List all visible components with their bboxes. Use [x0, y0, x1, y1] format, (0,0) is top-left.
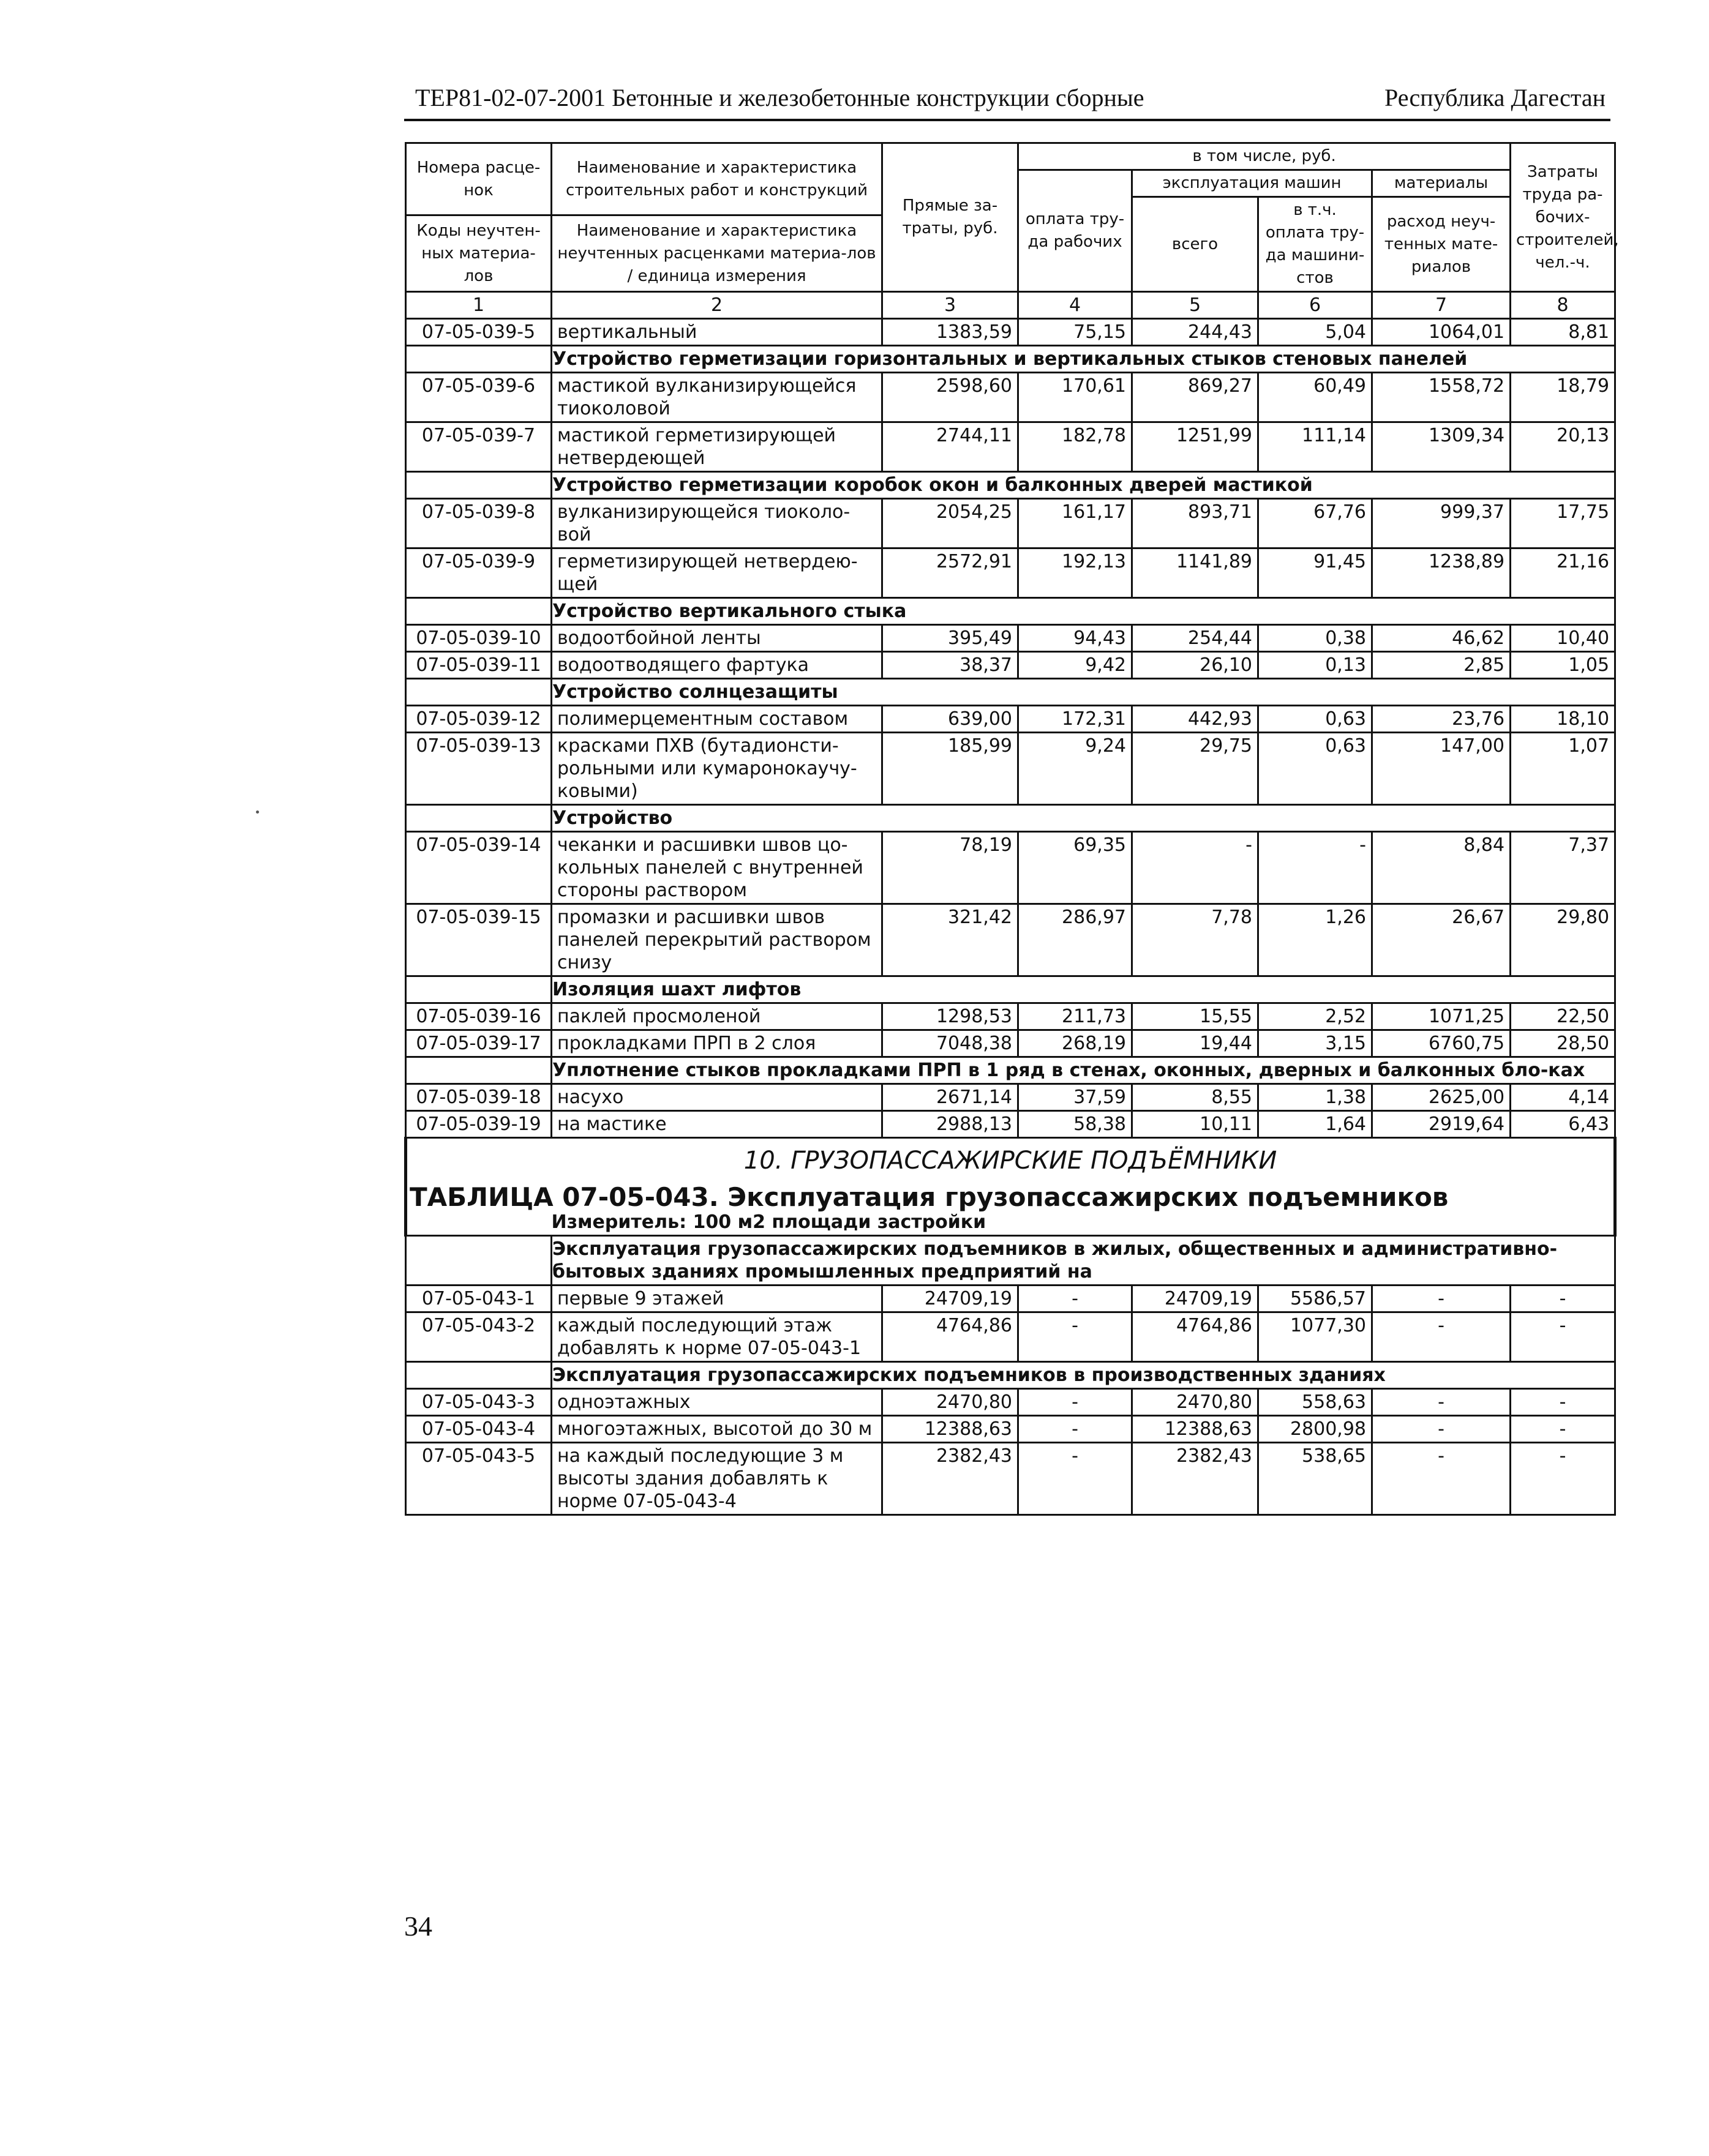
- labor-pay: 37,59: [1018, 1084, 1132, 1111]
- rate-code: 07-05-039-16: [406, 1003, 552, 1030]
- table-row: [406, 1286, 1615, 1312]
- machines-labor: 2800,98: [1258, 1416, 1372, 1443]
- direct-cost: 2671,14: [882, 1084, 1018, 1111]
- materials: -: [1372, 1312, 1511, 1362]
- section-spacer: [406, 976, 552, 1003]
- rate-name: многоэтажных, высотой до 30 м: [552, 1416, 882, 1443]
- machines-labor: 1077,30: [1258, 1312, 1372, 1362]
- machines-labor: 67,76: [1258, 499, 1372, 548]
- machines-labor: 3,15: [1258, 1030, 1372, 1057]
- labor-pay: 286,97: [1018, 904, 1132, 976]
- section-heading: Устройство вертикального стыка: [552, 598, 1615, 625]
- labor-hours: 22,50: [1511, 1003, 1615, 1030]
- table-row: [406, 1084, 1615, 1111]
- machines-labor: 111,14: [1258, 422, 1372, 472]
- materials: 1558,72: [1372, 373, 1511, 422]
- rate-code: 07-05-039-19: [406, 1111, 552, 1138]
- col-number: 4: [1018, 292, 1132, 319]
- labor-hours: 17,75: [1511, 499, 1615, 548]
- section-spacer: [406, 1057, 552, 1084]
- rate-name: каждый последующий этаж добавлять к норме 07-05-043-1: [552, 1312, 882, 1362]
- column-numbers-row: [406, 292, 1615, 319]
- machines-labor: 0,13: [1258, 652, 1372, 679]
- labor-pay: 172,31: [1018, 706, 1132, 733]
- labor-pay: 75,15: [1018, 319, 1132, 346]
- header-including: в том числе, руб.: [1018, 143, 1511, 170]
- table-title-row: [406, 1183, 1615, 1210]
- labor-pay: 9,24: [1018, 733, 1132, 805]
- machines-total: 244,43: [1132, 319, 1258, 346]
- labor-hours: 18,79: [1511, 373, 1615, 422]
- machines-labor: 558,63: [1258, 1389, 1372, 1416]
- direct-cost: 4764,86: [882, 1312, 1018, 1362]
- section-heading: Уплотнение стыков прокладками ПРП в 1 ряд в стенах, оконных, дверных и балконных бло-ках: [552, 1057, 1615, 1084]
- machines-labor: 0,63: [1258, 706, 1372, 733]
- direct-cost: 38,37: [882, 652, 1018, 679]
- direct-cost: 2744,11: [882, 422, 1018, 472]
- machines-labor: 1,38: [1258, 1084, 1372, 1111]
- table-row: [406, 652, 1615, 679]
- section-spacer: [406, 598, 552, 625]
- table-row: [406, 904, 1615, 976]
- materials: 147,00: [1372, 733, 1511, 805]
- section-row: [406, 1236, 1615, 1286]
- direct-cost: 12388,63: [882, 1416, 1018, 1443]
- labor-hours: 1,05: [1511, 652, 1615, 679]
- direct-cost: 2572,91: [882, 548, 1018, 598]
- header-name-unaccounted: Наименование и характеристика неучтенных расценками материа-лов / единица измерения: [552, 215, 882, 292]
- scan-speck: [256, 810, 259, 814]
- rate-code: 07-05-039-17: [406, 1030, 552, 1057]
- machines-labor: -: [1258, 832, 1372, 904]
- rate-code: 07-05-043-3: [406, 1389, 552, 1416]
- labor-hours: 20,13: [1511, 422, 1615, 472]
- labor-pay: 69,35: [1018, 832, 1132, 904]
- machines-labor: 0,63: [1258, 733, 1372, 805]
- direct-cost: 2382,43: [882, 1443, 1018, 1515]
- section-row: [406, 976, 1615, 1003]
- machines-total: 893,71: [1132, 499, 1258, 548]
- header-labor-pay: оплата тру-да рабочих: [1018, 170, 1132, 292]
- section-row: [406, 598, 1615, 625]
- section-heading: Устройство солнцезащиты: [552, 679, 1615, 706]
- col-number: 3: [882, 292, 1018, 319]
- labor-pay: 192,13: [1018, 548, 1132, 598]
- section-spacer: [406, 472, 552, 499]
- labor-pay: 58,38: [1018, 1111, 1132, 1138]
- labor-hours: 29,80: [1511, 904, 1615, 976]
- header-codes: Номера расце-нок: [406, 143, 552, 215]
- page-number: 34: [404, 1911, 432, 1942]
- materials: 1238,89: [1372, 548, 1511, 598]
- labor-hours: 10,40: [1511, 625, 1615, 652]
- col-number: 2: [552, 292, 882, 319]
- rate-name: мастикой герметизирующей нетвердеющей: [552, 422, 882, 472]
- materials: 6760,75: [1372, 1030, 1511, 1057]
- rate-name: насухо: [552, 1084, 882, 1111]
- labor-pay: 182,78: [1018, 422, 1132, 472]
- measure-unit: Измеритель: 100 м2 площади застройки: [552, 1210, 1615, 1236]
- table-title: ТАБЛИЦА 07-05-043. Эксплуатация грузопассажирских подъемников: [406, 1183, 1615, 1210]
- machines-total: 2470,80: [1132, 1389, 1258, 1416]
- section-heading: Устройство герметизации коробок окон и балконных дверей мастикой: [552, 472, 1615, 499]
- rate-name: чеканки и расшивки швов цо-кольных панелей с внутренней стороны раствором: [552, 832, 882, 904]
- measure-spacer: [406, 1210, 552, 1236]
- section-row: [406, 679, 1615, 706]
- rate-code: 07-05-043-2: [406, 1312, 552, 1362]
- materials: 1064,01: [1372, 319, 1511, 346]
- rate-name: вертикальный: [552, 319, 882, 346]
- direct-cost: 78,19: [882, 832, 1018, 904]
- rate-code: 07-05-043-1: [406, 1286, 552, 1312]
- header-direct-costs: Прямые за-траты, руб.: [882, 143, 1018, 292]
- direct-cost: 395,49: [882, 625, 1018, 652]
- machines-total: 10,11: [1132, 1111, 1258, 1138]
- labor-pay: 170,61: [1018, 373, 1132, 422]
- materials: -: [1372, 1443, 1511, 1515]
- document-title: ТЕР81-02-07-2001 Бетонные и железобетонные конструкции сборные: [415, 84, 1144, 111]
- rates-table: [404, 142, 1617, 1516]
- labor-pay: 94,43: [1018, 625, 1132, 652]
- direct-cost: 2598,60: [882, 373, 1018, 422]
- rate-name: на каждый последующие 3 м высоты здания добавлять к норме 07-05-043-4: [552, 1443, 882, 1515]
- region-name: Республика Дагестан: [1384, 84, 1606, 111]
- section-heading: Устройство: [552, 805, 1615, 832]
- labor-hours: 28,50: [1511, 1030, 1615, 1057]
- labor-pay: -: [1018, 1286, 1132, 1312]
- direct-cost: 2470,80: [882, 1389, 1018, 1416]
- machines-labor: 538,65: [1258, 1443, 1372, 1515]
- materials: 999,37: [1372, 499, 1511, 548]
- section-row: [406, 805, 1615, 832]
- labor-pay: 9,42: [1018, 652, 1132, 679]
- labor-hours: 1,07: [1511, 733, 1615, 805]
- labor-hours: 4,14: [1511, 1084, 1615, 1111]
- labor-hours: 18,10: [1511, 706, 1615, 733]
- rate-name: первые 9 этажей: [552, 1286, 882, 1312]
- section-heading: Эксплуатация грузопассажирских подъемников в жилых, общественных и административно-бытовых зданиях промышленных предприятий на: [552, 1236, 1615, 1286]
- header-name: Наименование и характеристика строительных работ и конструкций: [552, 143, 882, 215]
- table-row: [406, 1312, 1615, 1362]
- rate-code: 07-05-039-7: [406, 422, 552, 472]
- machines-labor: 5,04: [1258, 319, 1372, 346]
- table-row: [406, 733, 1615, 805]
- section-spacer: [406, 1362, 552, 1389]
- table-row: [406, 706, 1615, 733]
- machines-labor: 91,45: [1258, 548, 1372, 598]
- section-heading: Устройство герметизации горизонтальных и вертикальных стыков стеновых панелей: [552, 346, 1615, 373]
- rate-code: 07-05-039-9: [406, 548, 552, 598]
- measure-row: [406, 1210, 1615, 1236]
- materials: 2625,00: [1372, 1084, 1511, 1111]
- rate-code: 07-05-043-5: [406, 1443, 552, 1515]
- table-row: [406, 1111, 1615, 1138]
- rate-code: 07-05-039-15: [406, 904, 552, 976]
- machines-total: 29,75: [1132, 733, 1258, 805]
- materials: 1071,25: [1372, 1003, 1511, 1030]
- machines-labor: 5586,57: [1258, 1286, 1372, 1312]
- machines-total: 8,55: [1132, 1084, 1258, 1111]
- header-machines-labor: в т.ч. оплата тру-да машини-стов: [1258, 197, 1372, 292]
- header-unaccounted-materials: расход неуч-тенных мате-риалов: [1372, 197, 1511, 292]
- table-row: [406, 319, 1615, 346]
- labor-pay: 161,17: [1018, 499, 1132, 548]
- table-row: [406, 422, 1615, 472]
- header-row-1: [406, 143, 1615, 170]
- machines-total: 19,44: [1132, 1030, 1258, 1057]
- table-row: [406, 1443, 1615, 1515]
- machines-labor: 2,52: [1258, 1003, 1372, 1030]
- labor-hours: 8,81: [1511, 319, 1615, 346]
- table-row: [406, 832, 1615, 904]
- direct-cost: 321,42: [882, 904, 1018, 976]
- materials: -: [1372, 1389, 1511, 1416]
- machines-total: 1251,99: [1132, 422, 1258, 472]
- table-row: [406, 1389, 1615, 1416]
- rate-code: 07-05-039-8: [406, 499, 552, 548]
- machines-total: 2382,43: [1132, 1443, 1258, 1515]
- machines-total: -: [1132, 832, 1258, 904]
- rate-name: одноэтажных: [552, 1389, 882, 1416]
- header-machines-total: всего: [1132, 197, 1258, 292]
- table-row: [406, 1030, 1615, 1057]
- rate-code: 07-05-039-18: [406, 1084, 552, 1111]
- labor-hours: -: [1511, 1416, 1615, 1443]
- table-row: [406, 1416, 1615, 1443]
- materials: 1309,34: [1372, 422, 1511, 472]
- header-materials: материалы: [1372, 170, 1511, 197]
- header-machines: эксплуатация машин: [1132, 170, 1372, 197]
- table-row: [406, 625, 1615, 652]
- rate-code: 07-05-039-5: [406, 319, 552, 346]
- labor-hours: -: [1511, 1443, 1615, 1515]
- labor-pay: -: [1018, 1416, 1132, 1443]
- machines-total: 254,44: [1132, 625, 1258, 652]
- labor-hours: 7,37: [1511, 832, 1615, 904]
- header-labor-cost: Затраты труда ра-бочих-строителей, чел.-ч.: [1511, 143, 1615, 292]
- machines-total: 442,93: [1132, 706, 1258, 733]
- section-row: [406, 472, 1615, 499]
- section-spacer: [406, 679, 552, 706]
- rate-name: герметизирующей нетвердею-щей: [552, 548, 882, 598]
- table-row: [406, 1003, 1615, 1030]
- rate-code: 07-05-039-6: [406, 373, 552, 422]
- direct-cost: 1383,59: [882, 319, 1018, 346]
- section-heading: Изоляция шахт лифтов: [552, 976, 1615, 1003]
- labor-pay: 268,19: [1018, 1030, 1132, 1057]
- col-number: 6: [1258, 292, 1372, 319]
- rate-code: 07-05-039-13: [406, 733, 552, 805]
- page-header: [404, 76, 1610, 121]
- labor-hours: 6,43: [1511, 1111, 1615, 1138]
- materials: 2,85: [1372, 652, 1511, 679]
- labor-pay: -: [1018, 1312, 1132, 1362]
- labor-hours: -: [1511, 1312, 1615, 1362]
- rate-name: прокладками ПРП в 2 слоя: [552, 1030, 882, 1057]
- rate-code: 07-05-043-4: [406, 1416, 552, 1443]
- col-number: 8: [1511, 292, 1615, 319]
- direct-cost: 2054,25: [882, 499, 1018, 548]
- rate-name: красками ПХВ (бутадионсти-рольными или кумаронокаучу-ковыми): [552, 733, 882, 805]
- materials: -: [1372, 1416, 1511, 1443]
- materials: 46,62: [1372, 625, 1511, 652]
- section-row: [406, 346, 1615, 373]
- direct-cost: 185,99: [882, 733, 1018, 805]
- labor-pay: 211,73: [1018, 1003, 1132, 1030]
- col-number: 1: [406, 292, 552, 319]
- table-row: [406, 548, 1615, 598]
- labor-hours: -: [1511, 1286, 1615, 1312]
- labor-pay: -: [1018, 1389, 1132, 1416]
- machines-total: 7,78: [1132, 904, 1258, 976]
- machines-total: 12388,63: [1132, 1416, 1258, 1443]
- rate-code: 07-05-039-11: [406, 652, 552, 679]
- direct-cost: 7048,38: [882, 1030, 1018, 1057]
- materials: 8,84: [1372, 832, 1511, 904]
- machines-total: 24709,19: [1132, 1286, 1258, 1312]
- labor-pay: -: [1018, 1443, 1132, 1515]
- rate-name: на мастике: [552, 1111, 882, 1138]
- machines-labor: 1,64: [1258, 1111, 1372, 1138]
- rate-name: мастикой вулканизирующейся тиоколовой: [552, 373, 882, 422]
- direct-cost: 2988,13: [882, 1111, 1018, 1138]
- rate-name: вулканизирующейся тиоколо-вой: [552, 499, 882, 548]
- rate-name: водоотводящего фартука: [552, 652, 882, 679]
- materials: -: [1372, 1286, 1511, 1312]
- labor-hours: 21,16: [1511, 548, 1615, 598]
- machines-labor: 1,26: [1258, 904, 1372, 976]
- machines-total: 1141,89: [1132, 548, 1258, 598]
- col-number: 7: [1372, 292, 1511, 319]
- section-spacer: [406, 1236, 552, 1286]
- col-number: 5: [1132, 292, 1258, 319]
- section-row: [406, 1057, 1615, 1084]
- materials: 2919,64: [1372, 1111, 1511, 1138]
- section-title: 10. ГРУЗОПАССАЖИРСКИЕ ПОДЪЁМНИКИ: [406, 1138, 1615, 1184]
- machines-total: 869,27: [1132, 373, 1258, 422]
- rate-name: промазки и расшивки швов панелей перекрытий раствором снизу: [552, 904, 882, 976]
- materials: 23,76: [1372, 706, 1511, 733]
- rate-name: полимерцементным составом: [552, 706, 882, 733]
- rate-code: 07-05-039-14: [406, 832, 552, 904]
- machines-labor: 0,38: [1258, 625, 1372, 652]
- direct-cost: 639,00: [882, 706, 1018, 733]
- materials: 26,67: [1372, 904, 1511, 976]
- rate-code: 07-05-039-12: [406, 706, 552, 733]
- rate-name: водоотбойной ленты: [552, 625, 882, 652]
- machines-labor: 60,49: [1258, 373, 1372, 422]
- section-spacer: [406, 805, 552, 832]
- labor-hours: -: [1511, 1389, 1615, 1416]
- header-codes-unaccounted: Коды неучтен-ных материа-лов: [406, 215, 552, 292]
- section-spacer: [406, 346, 552, 373]
- section-row: [406, 1362, 1615, 1389]
- table-row: [406, 373, 1615, 422]
- machines-total: 26,10: [1132, 652, 1258, 679]
- table-row: [406, 499, 1615, 548]
- section-title-row: [406, 1138, 1615, 1184]
- section-heading: Эксплуатация грузопассажирских подъемников в производственных зданиях: [552, 1362, 1615, 1389]
- machines-total: 15,55: [1132, 1003, 1258, 1030]
- machines-total: 4764,86: [1132, 1312, 1258, 1362]
- rate-code: 07-05-039-10: [406, 625, 552, 652]
- direct-cost: 24709,19: [882, 1286, 1018, 1312]
- rate-name: паклей просмоленой: [552, 1003, 882, 1030]
- direct-cost: 1298,53: [882, 1003, 1018, 1030]
